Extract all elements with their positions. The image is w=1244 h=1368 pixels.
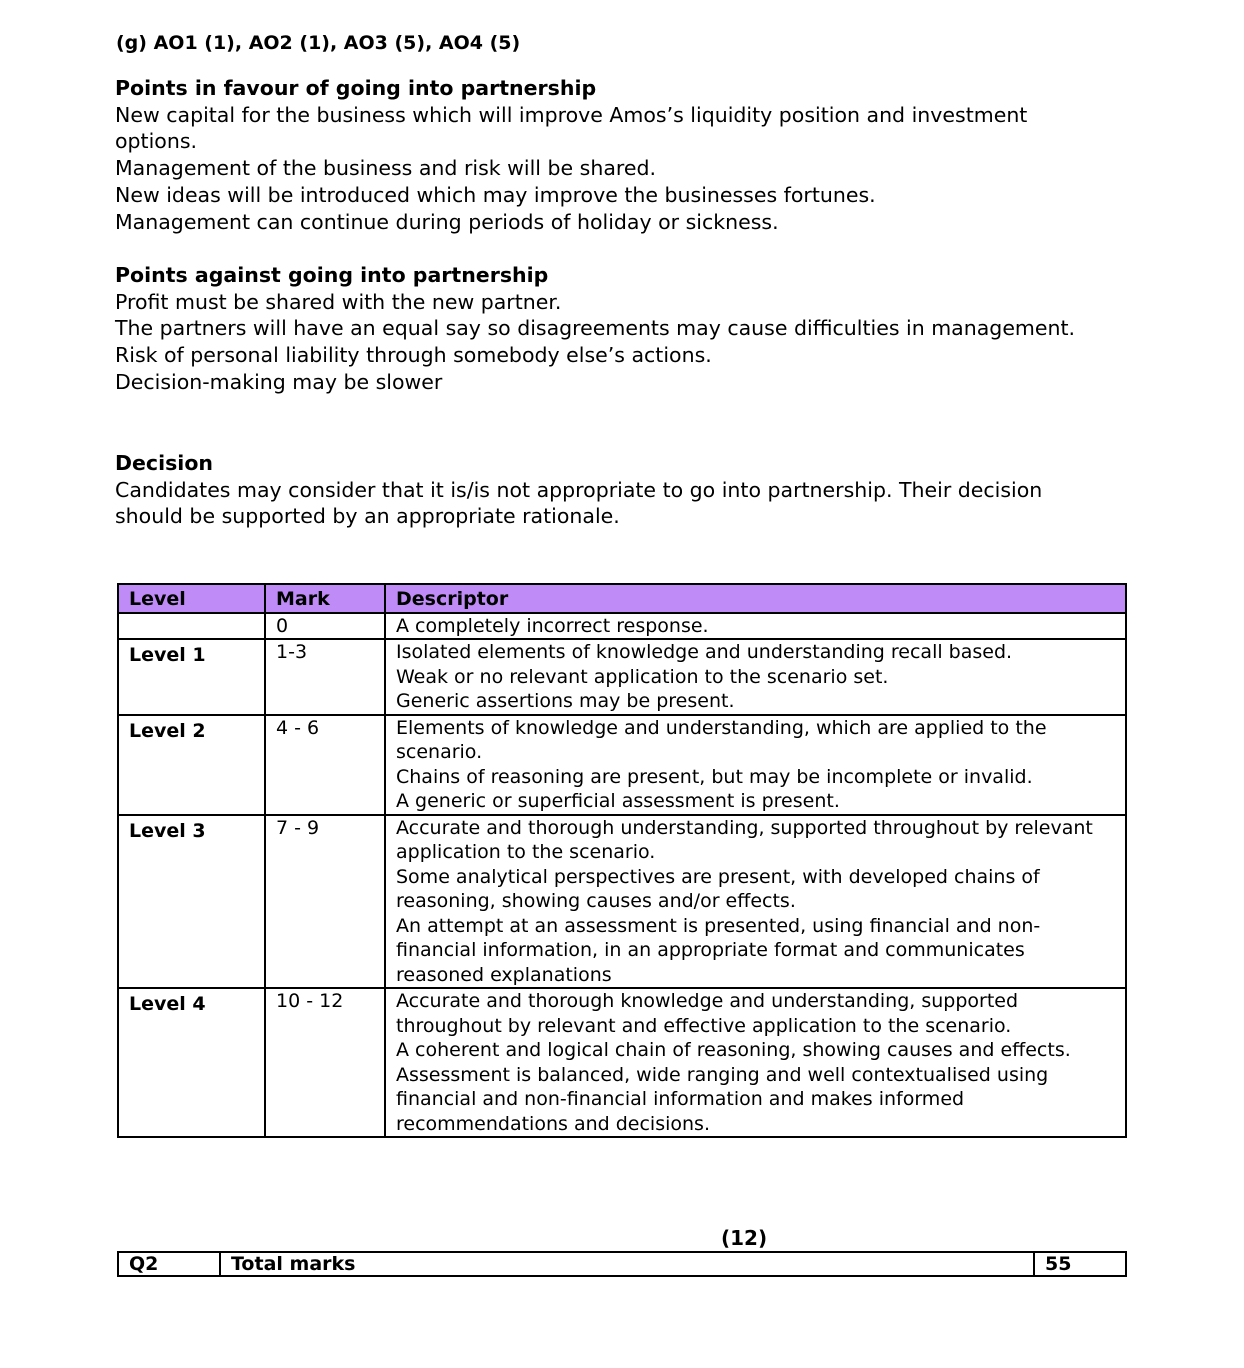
against-line: Decision-making may be slower xyxy=(115,369,443,394)
row-mark: 4 - 6 xyxy=(265,715,385,815)
row-descriptor xyxy=(385,988,1126,1137)
row-level: Level 2 xyxy=(118,715,265,815)
table-row xyxy=(118,715,1126,815)
header-descriptor: Descriptor xyxy=(385,584,1126,613)
header-mark: Mark xyxy=(265,584,385,613)
header-level: Level xyxy=(118,584,265,613)
against-line: Risk of personal liability through somebody else’s actions. xyxy=(115,343,712,368)
favour-title: Points in favour of going into partnership xyxy=(115,76,597,100)
favour-line: New ideas will be introduced which may improve the businesses fortunes. xyxy=(115,182,876,207)
table-row xyxy=(118,613,1126,640)
descriptor-line: Isolated elements of knowledge and understanding recall based. xyxy=(396,641,1013,663)
total-row xyxy=(118,1252,1126,1276)
row-mark: 0 xyxy=(265,613,385,640)
question-marks: (12) xyxy=(721,1226,768,1250)
table-header-row xyxy=(118,584,1126,613)
table-row xyxy=(118,988,1126,1137)
table-row xyxy=(118,815,1126,989)
favour-section xyxy=(115,75,1055,235)
against-line: Profit must be shared with the new partner. xyxy=(115,289,562,314)
descriptor-line: Some analytical perspectives are present, with developed chains of reasoning, showing causes and/or effects. xyxy=(396,865,1040,912)
total-value: 55 xyxy=(1034,1252,1126,1276)
against-section xyxy=(115,262,1115,396)
row-descriptor xyxy=(385,613,1126,640)
descriptor-line: A generic or superficial assessment is present. xyxy=(396,790,840,812)
decision-line: Candidates may consider that it is/is not appropriate to go into partnership. Their decision should be supported by an appropriate rationale. xyxy=(115,477,1043,529)
descriptor-line: An attempt at an assessment is presented, using financial and non-financial information, in an appropriate format and communicates reasoned explanations xyxy=(396,914,1041,986)
descriptor-line: Generic assertions may be present. xyxy=(396,690,735,712)
descriptor-line: Accurate and thorough knowledge and understanding, supported throughout by relevant and effective application to the scenario. xyxy=(396,990,1019,1037)
against-line: The partners will have an equal say so disagreements may cause difficulties in management. xyxy=(115,316,1076,341)
favour-line: Management of the business and risk will be shared. xyxy=(115,156,656,181)
row-mark: 10 - 12 xyxy=(265,988,385,1137)
row-mark: 1-3 xyxy=(265,639,385,715)
descriptor-line: Weak or no relevant application to the scenario set. xyxy=(396,665,889,688)
favour-line: Management can continue during periods of holiday or sickness. xyxy=(115,209,779,234)
against-title: Points against going into partnership xyxy=(115,263,549,287)
question-heading: (g) AO1 (1), AO2 (1), AO3 (5), AO4 (5) xyxy=(116,32,521,54)
decision-title: Decision xyxy=(115,451,214,475)
row-level: Level 1 xyxy=(118,639,265,715)
descriptor-line: Accurate and thorough understanding, supported throughout by relevant application to the scenario. xyxy=(396,816,1093,863)
row-level: Level 4 xyxy=(118,988,265,1137)
favour-line: New capital for the business which will improve Amos’s liquidity position and investment options. xyxy=(115,102,1028,154)
row-level: Level 3 xyxy=(118,815,265,989)
descriptor-line: Elements of knowledge and understanding, which are applied to the scenario. xyxy=(396,716,1047,763)
levels-table xyxy=(117,583,1127,1138)
table-row xyxy=(118,639,1126,715)
row-descriptor xyxy=(385,815,1126,989)
descriptor-line: A coherent and logical chain of reasoning, showing causes and effects. xyxy=(396,1039,1071,1061)
descriptor-line: Chains of reasoning are present, but may be incomplete or invalid. xyxy=(396,765,1033,788)
descriptor-line: Assessment is balanced, wide ranging and well contextualised using financial and non-financial information and makes informed recommendations and decisions. xyxy=(396,1063,1049,1135)
total-marks-table xyxy=(117,1251,1127,1277)
row-mark: 7 - 9 xyxy=(265,815,385,989)
row-descriptor xyxy=(385,639,1126,715)
descriptor-line: A completely incorrect response. xyxy=(396,614,709,637)
row-descriptor xyxy=(385,715,1126,815)
total-label: Total marks xyxy=(220,1252,1034,1276)
total-question: Q2 xyxy=(118,1252,220,1276)
decision-section xyxy=(115,450,1075,530)
row-level xyxy=(118,613,265,640)
